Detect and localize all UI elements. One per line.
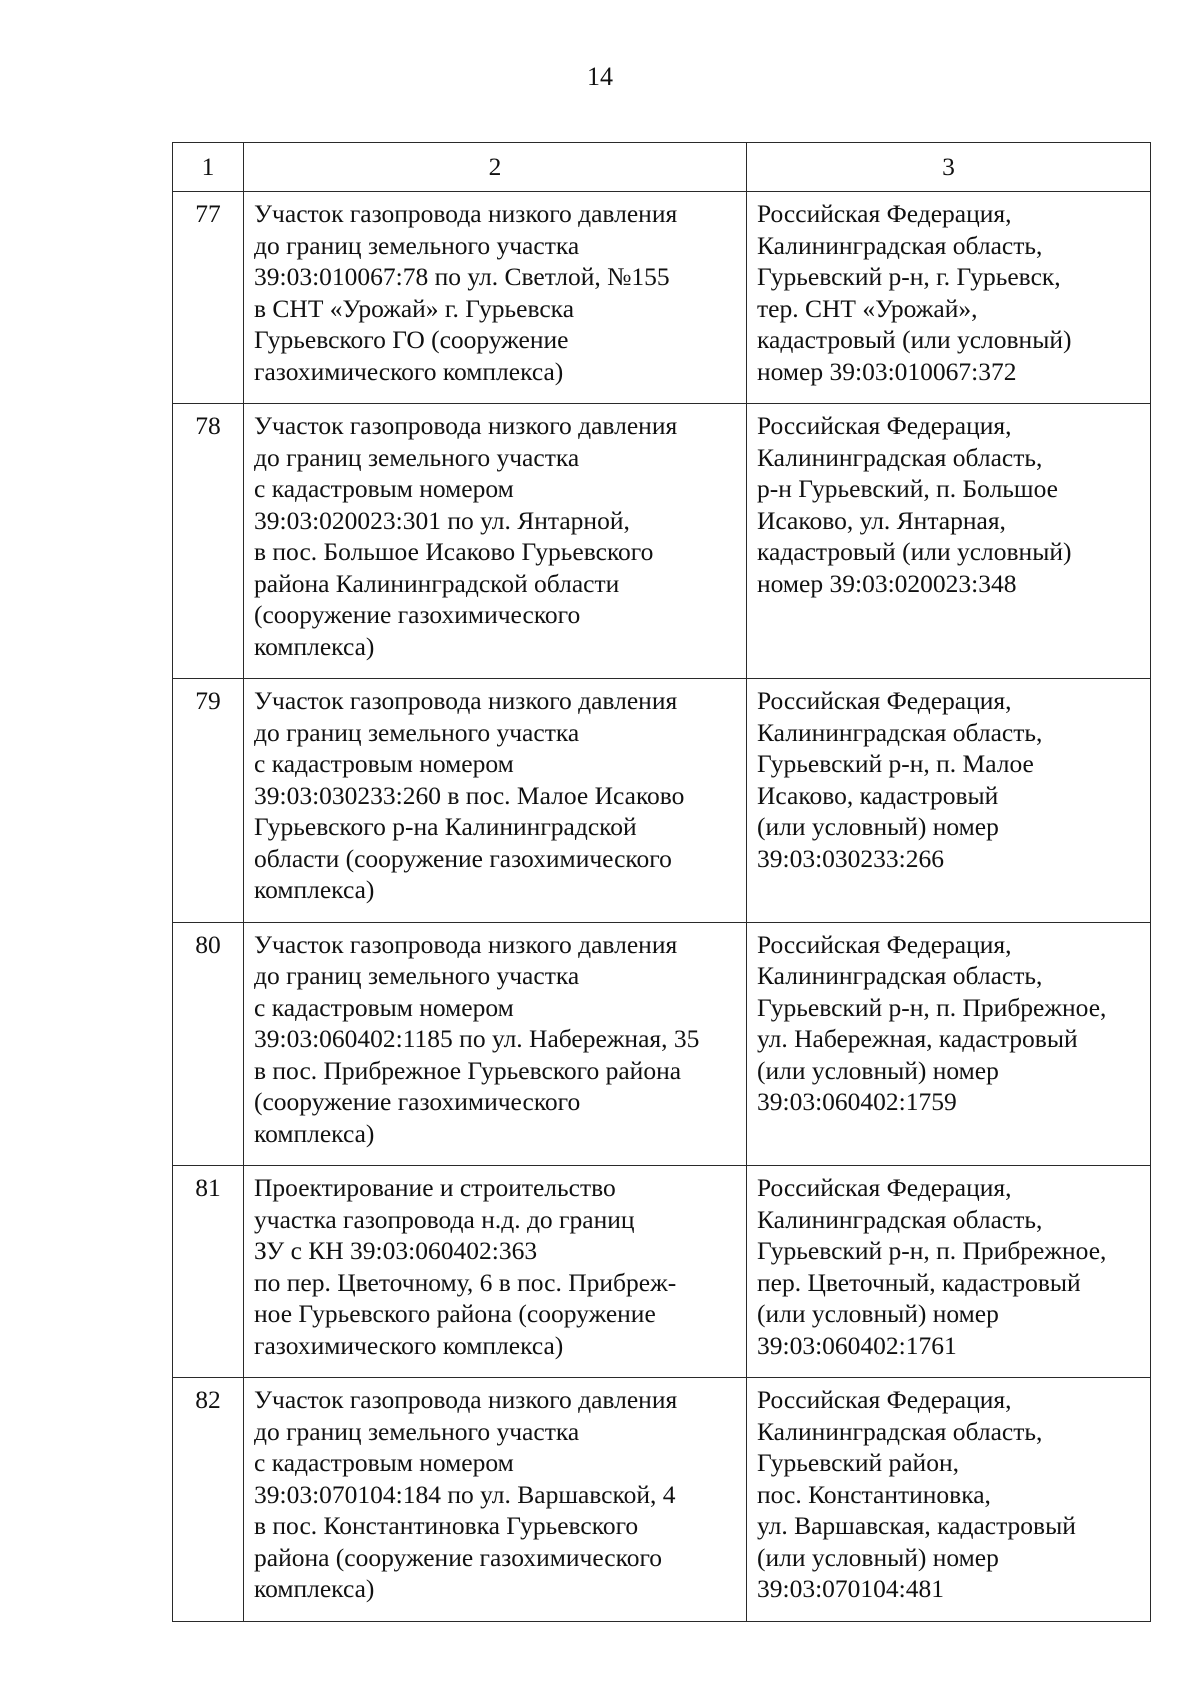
description-line: комплекса) [254, 1574, 375, 1603]
address-line: Гурьевский р-н, г. Гурьевск, [757, 262, 1061, 291]
address-line: Российская Федерация, [757, 199, 1012, 228]
object-description [244, 192, 747, 404]
address-line: ул. Набережная, кадастровый [757, 1024, 1078, 1053]
object-description [244, 1378, 747, 1622]
row-number: 79 [173, 679, 244, 923]
description-line: Участок газопровода низкого давления [254, 411, 678, 440]
description-line: 39:03:070104:184 по ул. Варшавской, 4 [254, 1479, 676, 1509]
column-address-header: 3 [747, 143, 1151, 192]
description-line: 39:03:010067:78 по ул. Светлой, №155 [254, 262, 670, 291]
address-line: Исаково, ул. Янтарная, [757, 505, 1006, 535]
address-line: (или условный) номер [757, 1542, 999, 1572]
description-line: 39:03:020023:301 по ул. Янтарной, [254, 505, 630, 535]
address-line: Российская Федерация, [757, 411, 1012, 440]
description-line: в пос. Большое Исаково Гурьевского [254, 537, 654, 566]
description-line: Участок газопровода низкого давления [254, 199, 678, 228]
address-line: кадастровый (или условный) [757, 325, 1072, 354]
address-line: Российская Федерация, [757, 1385, 1012, 1414]
address-line: Исаково, кадастровый [757, 780, 999, 810]
row-number: 81 [173, 1166, 244, 1378]
object-description [244, 1166, 747, 1378]
column-number-header: 1 [173, 143, 244, 192]
description-line: Проектирование и строительство [254, 1173, 616, 1202]
row-number: 78 [173, 404, 244, 679]
description-line: с кадастровым номером [254, 474, 514, 503]
description-line: Участок газопровода низкого давления [254, 929, 678, 959]
table-row [173, 922, 1151, 1166]
description-line: в пос. Прибрежное Гурьевского района [254, 1055, 682, 1085]
address-line: 39:03:030233:266 [757, 843, 945, 873]
address-line: пер. Цветочный, кадастровый [757, 1267, 1081, 1297]
table-header [173, 143, 1151, 192]
object-address [747, 192, 1151, 404]
address-line: Гурьевский р-н, п. Прибрежное, [757, 992, 1107, 1022]
description-line: комплекса) [254, 875, 375, 904]
address-line: Российская Федерация, [757, 686, 1012, 715]
description-line: по пер. Цветочному, 6 в пос. Прибреж- [254, 1267, 677, 1297]
table-row [173, 679, 1151, 923]
address-line: р-н Гурьевский, п. Большое [757, 474, 1058, 503]
address-line: Калининградская область, [757, 961, 1043, 990]
description-line: до границ земельного участка [254, 442, 580, 472]
description-line: 39:03:030233:260 в пос. Малое Исаково [254, 780, 685, 810]
description-line: в СНТ «Урожай» г. Гурьевска [254, 293, 575, 323]
address-line: Российская Федерация, [757, 1173, 1012, 1202]
object-address [747, 922, 1151, 1166]
table-row [173, 192, 1151, 404]
address-line: ул. Варшавская, кадастровый [757, 1511, 1076, 1540]
column-description-header: 2 [244, 143, 747, 192]
table-row [173, 404, 1151, 679]
description-line: с кадастровым номером [254, 749, 514, 778]
description-line: газохимического комплекса) [254, 1330, 564, 1360]
table-body [173, 192, 1151, 1622]
description-line: Гурьевского р-на Калининградской [254, 812, 637, 841]
description-line: Участок газопровода низкого давления [254, 1385, 678, 1414]
description-line: в пос. Константиновка Гурьевского [254, 1511, 639, 1540]
address-line: Гурьевский район, [757, 1448, 959, 1477]
description-line: газохимического комплекса) [254, 356, 564, 386]
description-line: области (сооружение газохимического [254, 843, 672, 873]
address-line: 39:03:060402:1761 [757, 1330, 957, 1360]
address-line: тер. СНТ «Урожай», [757, 293, 978, 323]
description-line: района Калининградской области [254, 568, 620, 598]
object-address [747, 404, 1151, 679]
description-line: (сооружение газохимического [254, 600, 581, 629]
description-line: (сооружение газохимического [254, 1087, 581, 1116]
address-line: Калининградская область, [757, 1416, 1043, 1446]
description-line: с кадастровым номером [254, 1448, 514, 1477]
object-address [747, 679, 1151, 923]
row-number: 77 [173, 192, 244, 404]
description-line: с кадастровым номером [254, 992, 514, 1022]
address-line: Калининградская область, [757, 230, 1043, 260]
description-line: комплекса) [254, 1118, 375, 1148]
description-line: до границ земельного участка [254, 230, 580, 260]
address-line: Калининградская область, [757, 1204, 1043, 1234]
address-line: (или условный) номер [757, 812, 999, 841]
row-number: 80 [173, 922, 244, 1166]
description-line: Гурьевского ГО (сооружение [254, 325, 569, 354]
description-line: комплекса) [254, 631, 375, 661]
page-number: 14 [587, 62, 613, 91]
description-line: до границ земельного участка [254, 961, 580, 990]
description-line: района (сооружение газохимического [254, 1542, 663, 1572]
object-description [244, 404, 747, 679]
object-description [244, 679, 747, 923]
object-address [747, 1166, 1151, 1378]
address-line: Калининградская область, [757, 442, 1043, 472]
table-row [173, 1378, 1151, 1622]
address-line: (или условный) номер [757, 1055, 999, 1085]
table-row [173, 1166, 1151, 1378]
header-row [173, 143, 1151, 192]
row-number: 82 [173, 1378, 244, 1622]
address-line: Гурьевский р-н, п. Малое [757, 749, 1034, 778]
address-line: 39:03:070104:481 [757, 1574, 945, 1603]
description-line: участка газопровода н.д. до границ [254, 1204, 635, 1234]
description-line: Участок газопровода низкого давления [254, 686, 678, 715]
description-line: ЗУ с КН 39:03:060402:363 [254, 1236, 538, 1265]
description-line: 39:03:060402:1185 по ул. Набережная, 35 [254, 1024, 700, 1053]
address-line: пос. Константиновка, [757, 1479, 991, 1509]
description-line: ное Гурьевского района (сооружение [254, 1299, 656, 1328]
address-line: номер 39:03:020023:348 [757, 568, 1017, 598]
address-line: Гурьевский р-н, п. Прибрежное, [757, 1236, 1107, 1265]
registry-table [172, 142, 1151, 1622]
object-address [747, 1378, 1151, 1622]
address-line: кадастровый (или условный) [757, 537, 1072, 566]
address-line: Российская Федерация, [757, 929, 1012, 959]
address-line: (или условный) номер [757, 1299, 999, 1328]
description-line: до границ земельного участка [254, 1416, 580, 1446]
description-line: до границ земельного участка [254, 717, 580, 747]
object-description [244, 922, 747, 1166]
address-line: Калининградская область, [757, 717, 1043, 747]
address-line: 39:03:060402:1759 [757, 1087, 957, 1116]
address-line: номер 39:03:010067:372 [757, 356, 1017, 386]
